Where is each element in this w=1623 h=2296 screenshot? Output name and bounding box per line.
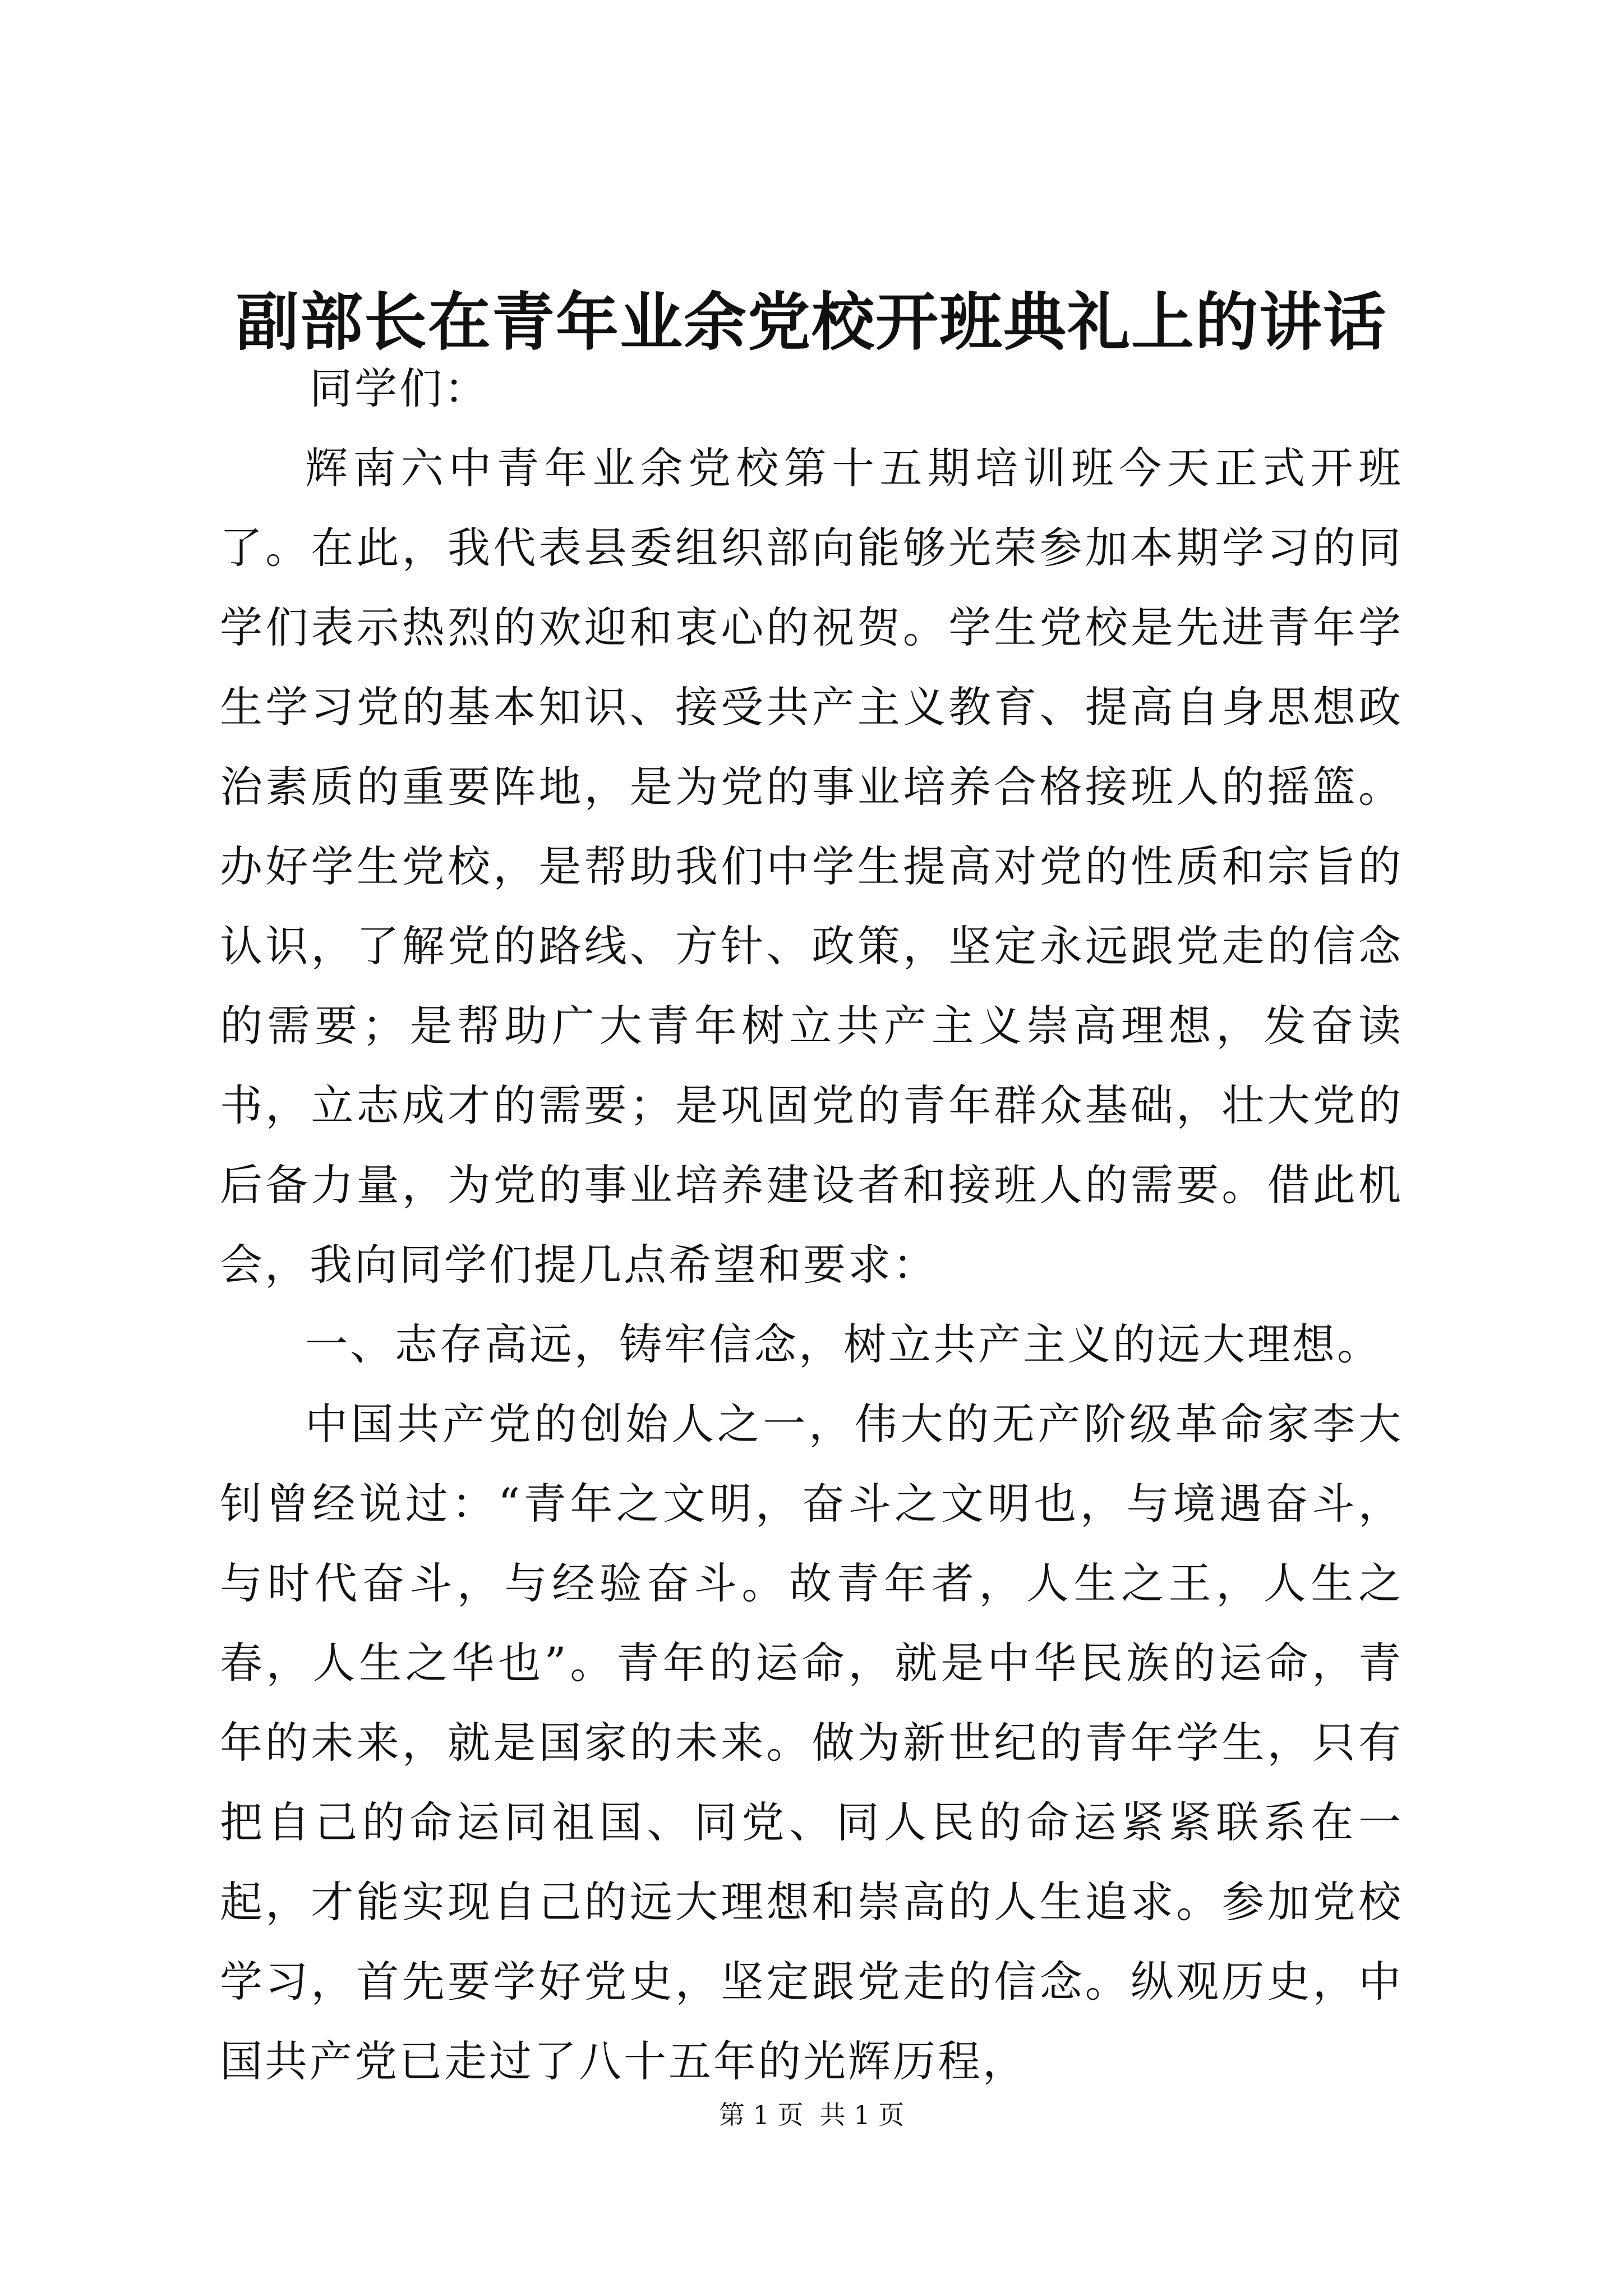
document-body xyxy=(220,349,1403,2101)
paragraph-intro: 辉南六中青年业余党校第十五期培训班今天正式开班了。在此，我代表县委组织部向能够光荣参加本期学习的同学们表示热烈的欢迎和衷心的祝贺。学生党校是先进青年学生学习党的基本知识、接受共产主义教育、提高自身思想政治素质的重要阵地，是为党的事业培养合格接班人的摇篮。办好学生党校，是帮助我们中学生提高对党的性质和宗旨的认识，了解党的路线、方针、政策，坚定永远跟党走的信念的需要；是帮助广大青年树立共产主义崇高理想，发奋读书，立志成才的需要；是巩固党的青年群众基础，壮大党的后备力量，为党的事业培养建设者和接班人的需要。借此机会，我向同学们提几点希望和要求： xyxy=(220,443,1403,1290)
section-heading-1: 一、志存高远，铸牢信念，树立共产主义的远大理想。 xyxy=(305,1319,1382,1369)
salutation: 同学们： xyxy=(310,364,489,413)
document-title: 副部长在青年业余党校开班典礼上的讲话 xyxy=(236,286,1387,359)
paragraph-section-1: 中国共产党的创始人之一，伟大的无产阶级革命家李大钊曾经说过：“青年之文明，奋斗之文明也，与境遇奋斗，与时代奋斗，与经验奋斗。故青年者，人生之王，人生之春，人生之华也”。青年的运命，就是中华民族的运命，青年的未来，就是国家的未来。做为新世纪的青年学生，只有把自己的命运同祖国、同党、同人民的命运紧紧联系在一起，才能实现自己的远大理想和崇高的人生追求。参加党校学习，首先要学好党史，坚定跟党走的信念。纵观历史，中国共产党已走过了八十五年的光辉历程， xyxy=(220,1399,1403,2086)
page-footer: 第 1 页 共 1 页 xyxy=(718,2100,905,2130)
